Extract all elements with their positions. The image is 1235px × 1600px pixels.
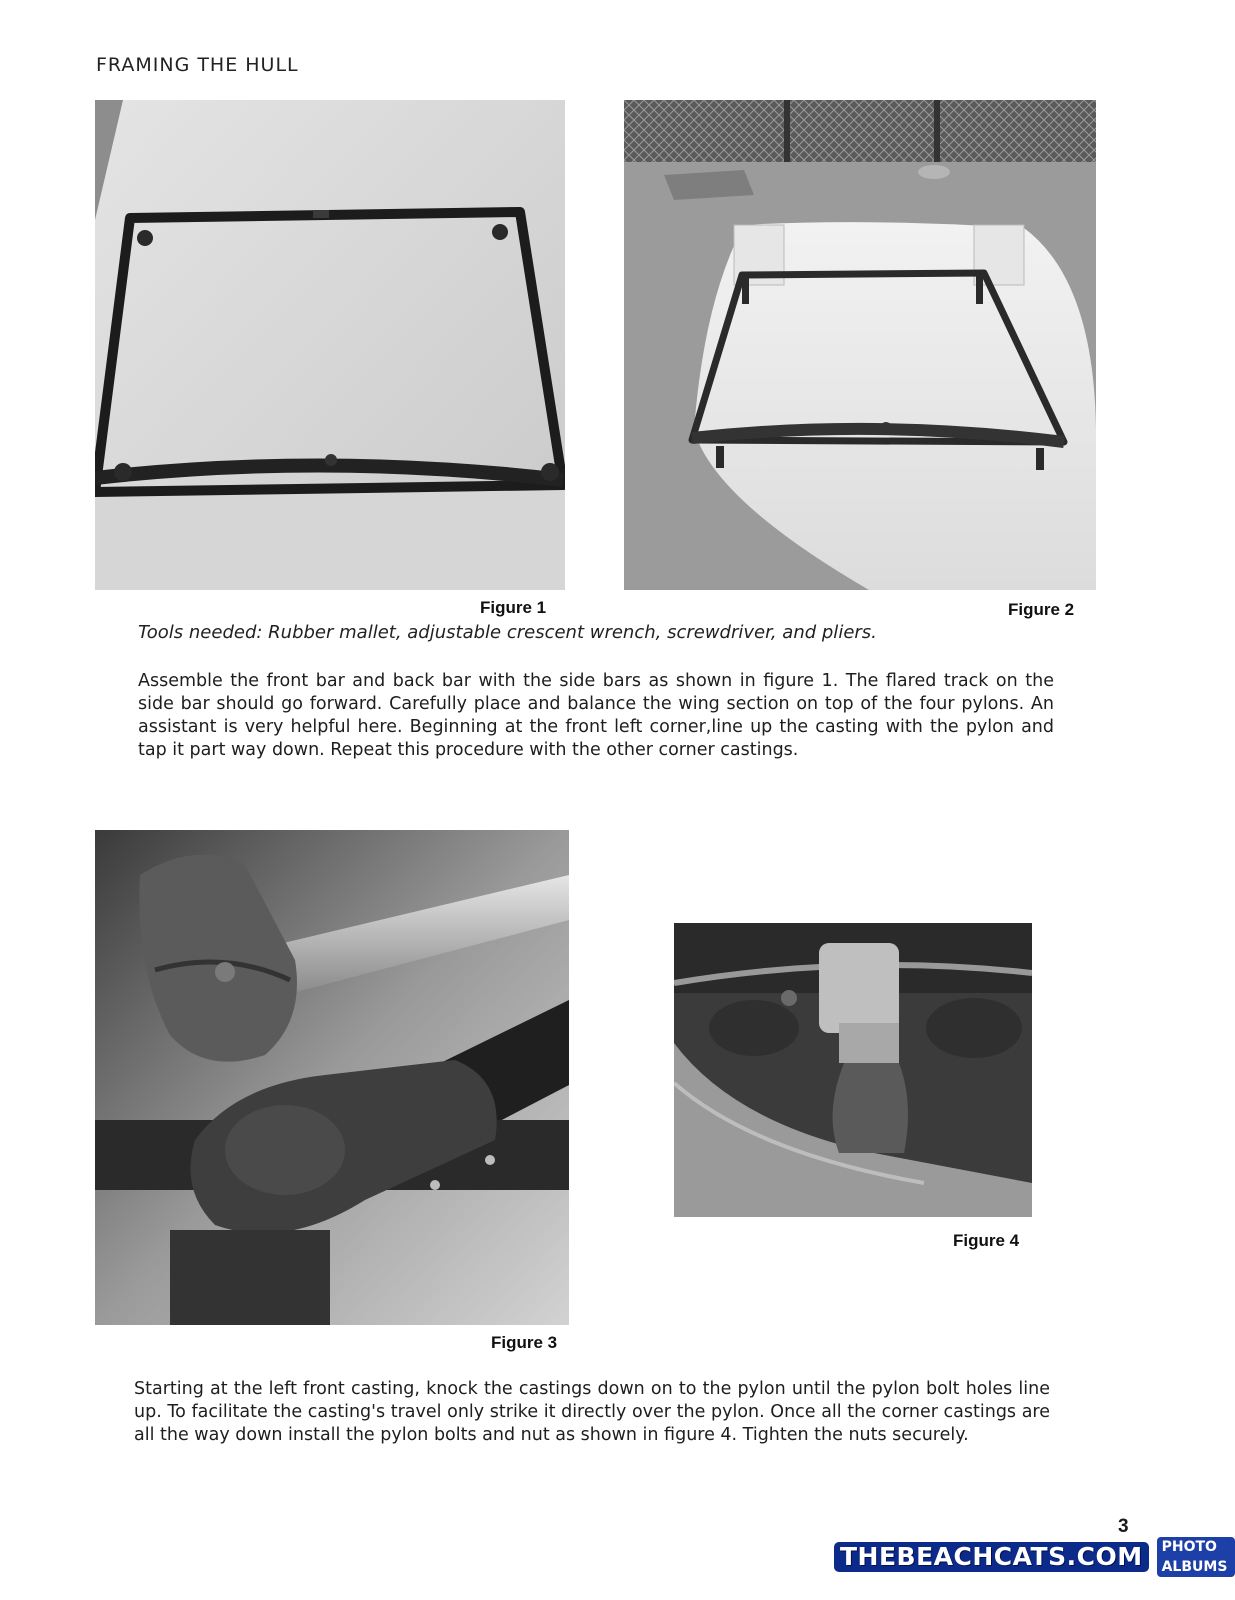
figure-1-image [95,100,565,590]
section-title: FRAMING THE HULL [96,54,299,76]
installation-paragraph: Starting at the left front casting, knock the castings down on to the pylon until the pylon bolt holes line up. To facilitate the casting's travel only strike it directly over the pylon. Once all the corner castings are all the way down install the pylon bolts and nut as shown in figure 4. Tighten the nuts securely. [134,1379,1050,1445]
figure-2-photo [624,100,1096,590]
watermark-logo [834,1539,1235,1575]
figure-1-photo [95,100,565,590]
figure-3-image [95,830,569,1325]
figure-4-photo [674,923,1032,1217]
figure-3-caption: Figure 3 [491,1333,558,1352]
figure-4-caption: Figure 4 [953,1231,1020,1250]
figure-2-image [624,100,1096,590]
tools-needed: Tools needed: Rubber mallet, adjustable crescent wrench, screwdriver, and pliers. [138,622,877,643]
figure-2-caption: Figure 2 [1008,600,1075,619]
figure-1-caption: Figure 1 [480,598,547,617]
page-number: 3 [1118,1516,1129,1537]
assembly-paragraph: Assemble the front bar and back bar with the side bars as shown in figure 1. The flared track on the side bar should go forward. Carefully place and balance the wing section on top of the four pylons. An assistant is very helpful here. Beginning at the front left corner,line up the casting with the pylon and tap it part way down. Repeat this procedure with the other corner castings. [138,671,1054,760]
figure-3-photo [95,830,569,1325]
watermark-sub-text: PHOTO ALBUMS [1157,1537,1235,1577]
figure-4-image [674,923,1032,1217]
watermark-main-text: THEBEACHCATS.COM [834,1542,1149,1572]
